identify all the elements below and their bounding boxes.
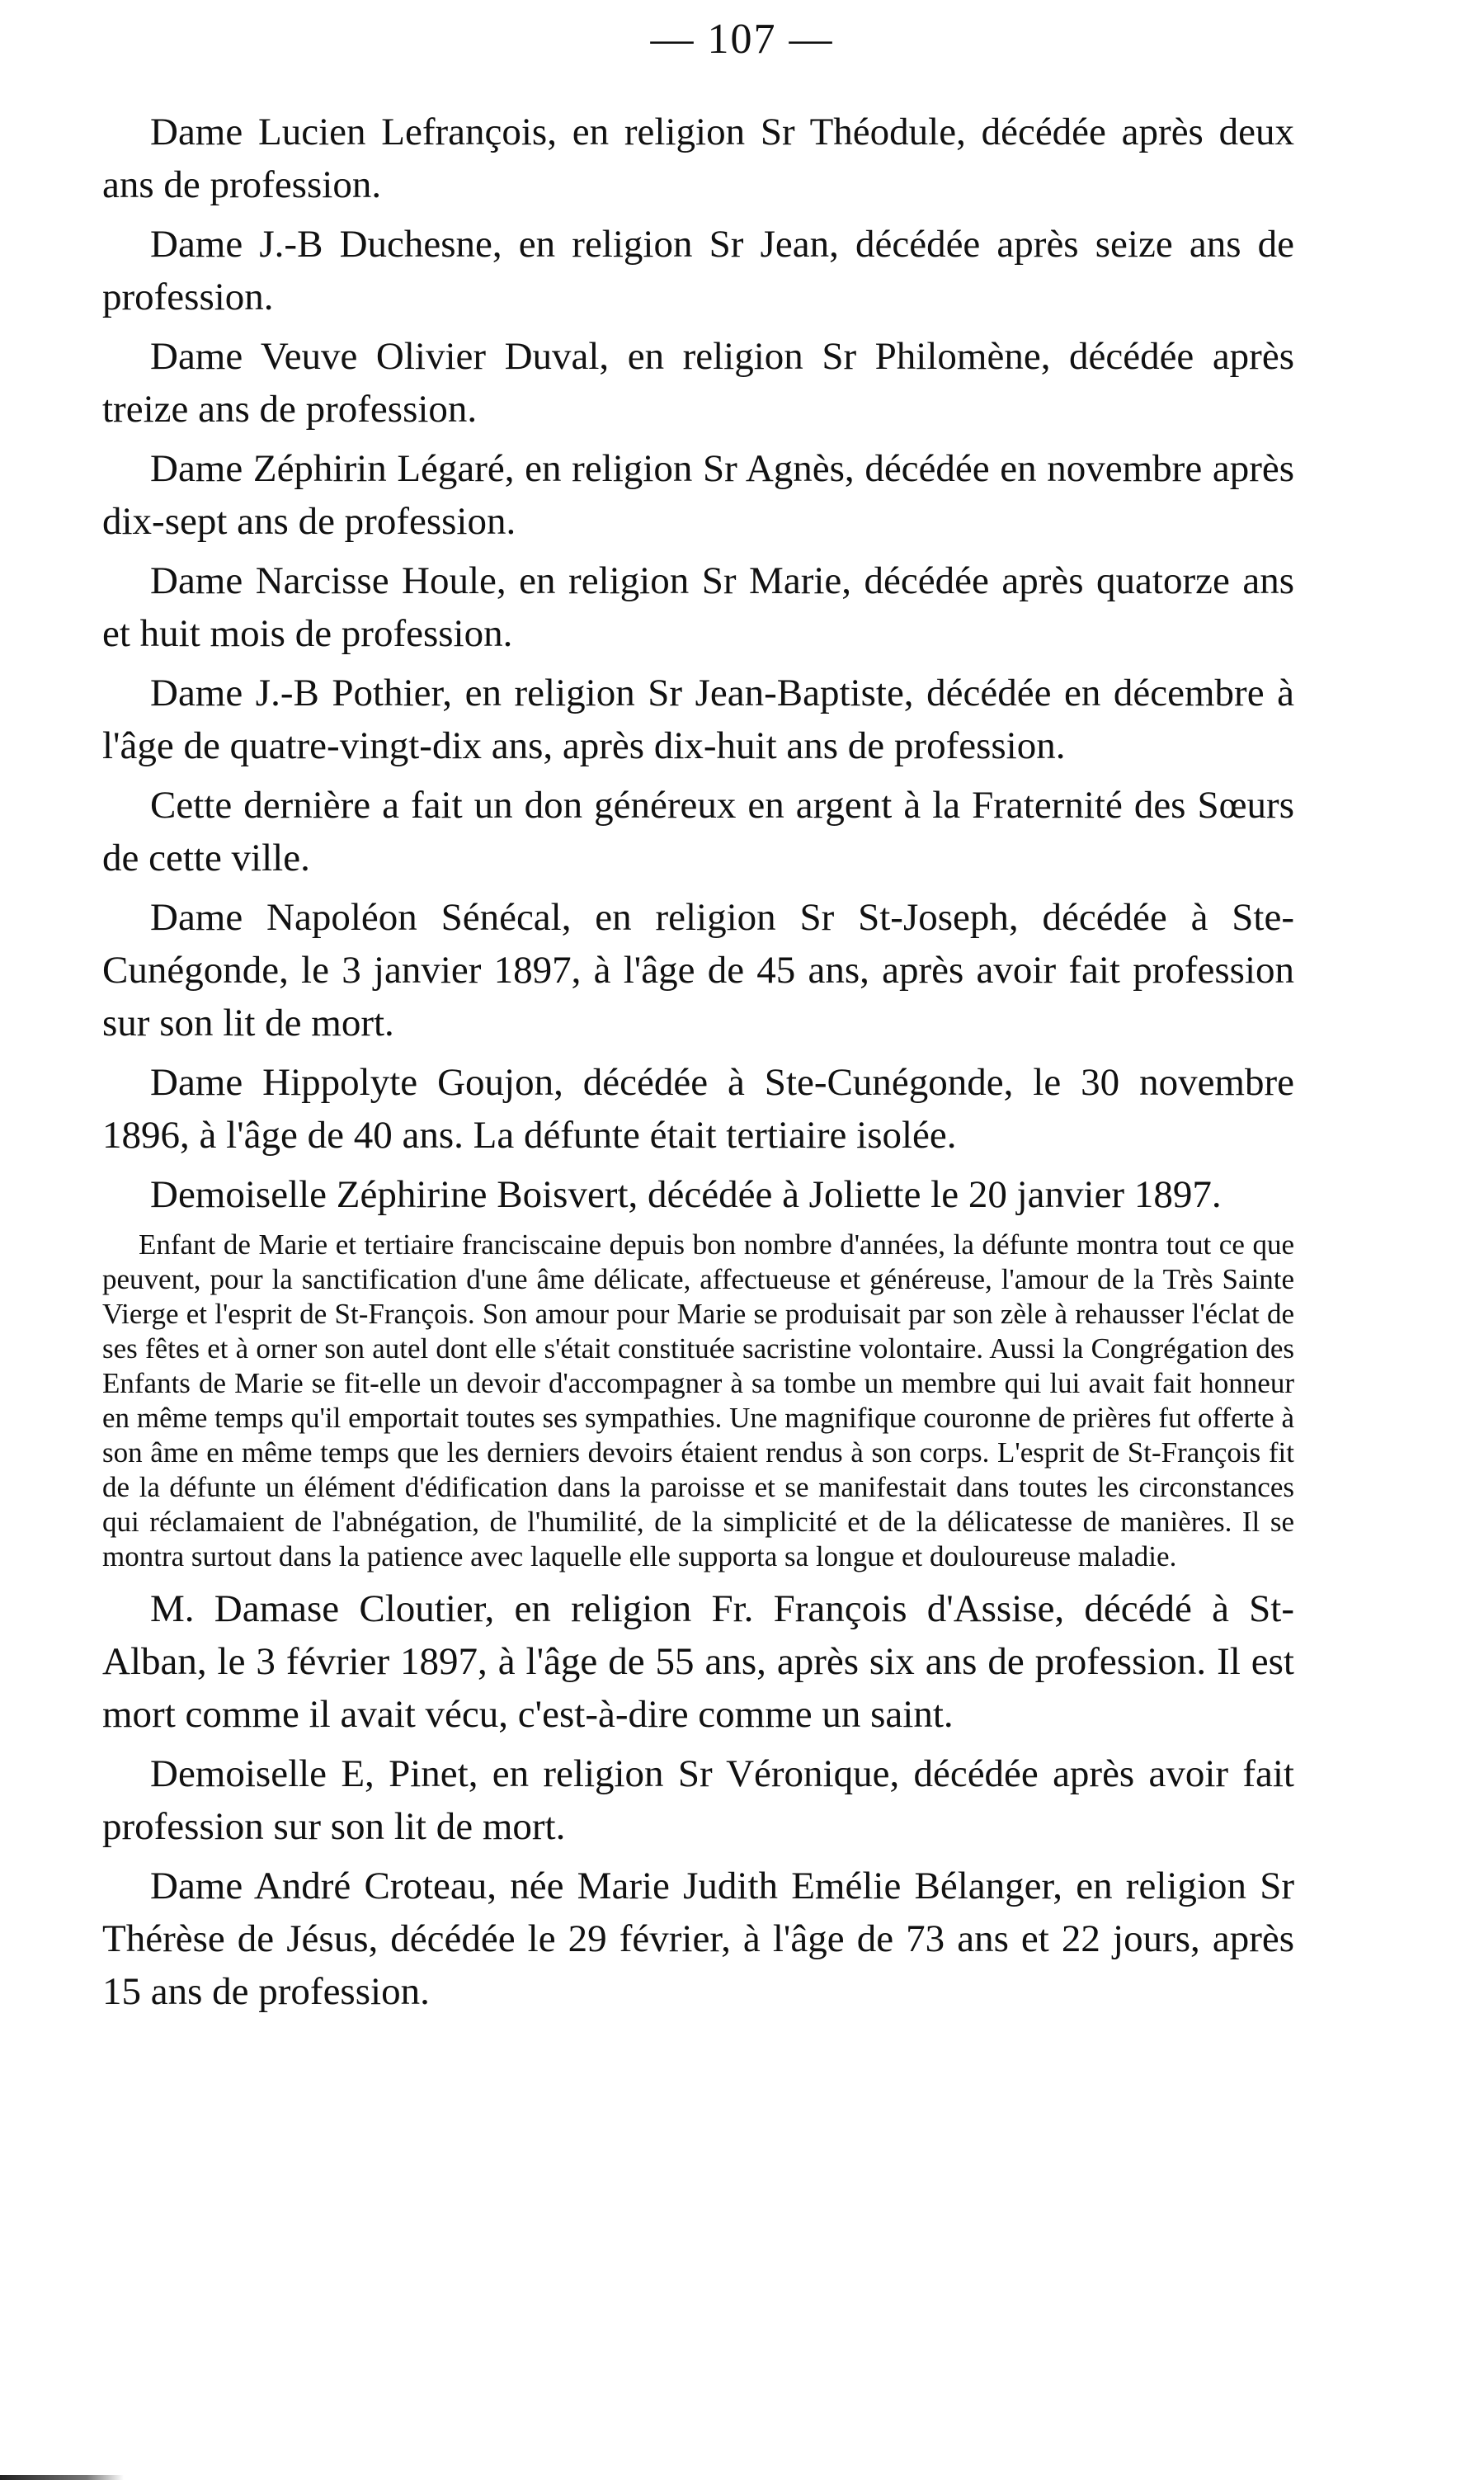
obituary-entry-legare: Dame Zéphirin Légaré, en religion Sr Agnès, décédée en novembre après dix-sept ans de profession.	[102, 447, 1294, 543]
obituary-entry-pothier: Dame J.-B Pothier, en religion Sr Jean-Baptiste, décédée en décembre à l'âge de quatre-vingt-dix ans, après dix-huit ans de profession.	[102, 672, 1294, 767]
obituary-entry-duval: Dame Veuve Olivier Duval, en religion Sr Philomène, décédée après treize ans de profession.	[102, 335, 1294, 431]
obituary-entry-croteau: Dame André Croteau, née Marie Judith Emélie Bélanger, en religion Sr Thérèse de Jésus, décédée le 29 février, à l'âge de 73 ans et 22 jours, après 15 ans de profession.	[102, 1865, 1294, 2013]
obituary-entry-senecal: Dame Napoléon Sénécal, en religion Sr St-Joseph, décédée à Ste-Cunégonde, le 3 janvier 1897, à l'âge de 45 ans, après avoir fait profession sur son lit de mort.	[102, 896, 1294, 1044]
obituary-entry-houle: Dame Narcisse Houle, en religion Sr Marie, décédée après quatorze ans et huit mois de profession.	[102, 559, 1294, 655]
obituary-entry-boisvert: Demoiselle Zéphirine Boisvert, décédée à Joliette le 20 janvier 1897.	[150, 1173, 1222, 1216]
boisvert-tribute-note: Enfant de Marie et tertiaire franciscaine depuis bon nombre d'années, la défunte montra tout ce que peuvent, pour la sanctification d'une âme délicate, affectueuse et généreuse, l'amour de la Très Sainte Vierge et l'esprit de St-François. Son amour pour Marie se produisait par son zèle à rehausser l'éclat de ses fêtes et à orner son autel dont elle s'était constituée sacristine volontaire. Aussi la Congrégation des Enfants de Marie se fit-elle un devoir d'accompagner à sa tombe un membre qui lui avait fait honneur en même temps qu'il emportait toutes ses sympathies. Une magnifique couronne de prières fut offerte à son âme en même temps que les derniers devoirs étaient rendus à son corps. L'esprit de St-François fit de la défunte un élément d'édification dans la paroisse et se manifestait dans toutes les circonstances qui réclamaient de l'abnégation, de l'humilité, de la simplicité et de la délicatesse de manières. Il se montra surtout dans la patience avec laquelle elle supporta sa longue et douloureuse maladie.	[102, 1228, 1294, 1572]
obituary-list	[102, 106, 1294, 2025]
obituary-entry-goujon: Dame Hippolyte Goujon, décédée à Ste-Cunégonde, le 30 novembre 1896, à l'âge de 40 ans. La défunte était tertiaire isolée.	[102, 1061, 1294, 1157]
obituary-entry-duchesne: Dame J.-B Duchesne, en religion Sr Jean, décédée après seize ans de profession.	[102, 223, 1294, 318]
obituary-entry-cloutier: M. Damase Cloutier, en religion Fr. François d'Assise, décédé à St-Alban, le 3 février 1897, à l'âge de 55 ans, après six ans de profession. Il est mort comme il avait vécu, c'est-à-dire comme un saint.	[102, 1587, 1294, 1736]
donation-remark: Cette dernière a fait un don généreux en argent à la Fraternité des Sœurs de cette ville.	[102, 784, 1294, 879]
obituary-entry-lefrancois: Dame Lucien Lefrançois, en religion Sr Théodule, décédée après deux ans de profession.	[102, 111, 1294, 206]
page-number: — 107 —	[650, 16, 834, 63]
page-edge-mark	[0, 2475, 124, 2480]
obituary-entry-pinet: Demoiselle E, Pinet, en religion Sr Véronique, décédée après avoir fait profession sur son lit de mort.	[102, 1752, 1294, 1848]
